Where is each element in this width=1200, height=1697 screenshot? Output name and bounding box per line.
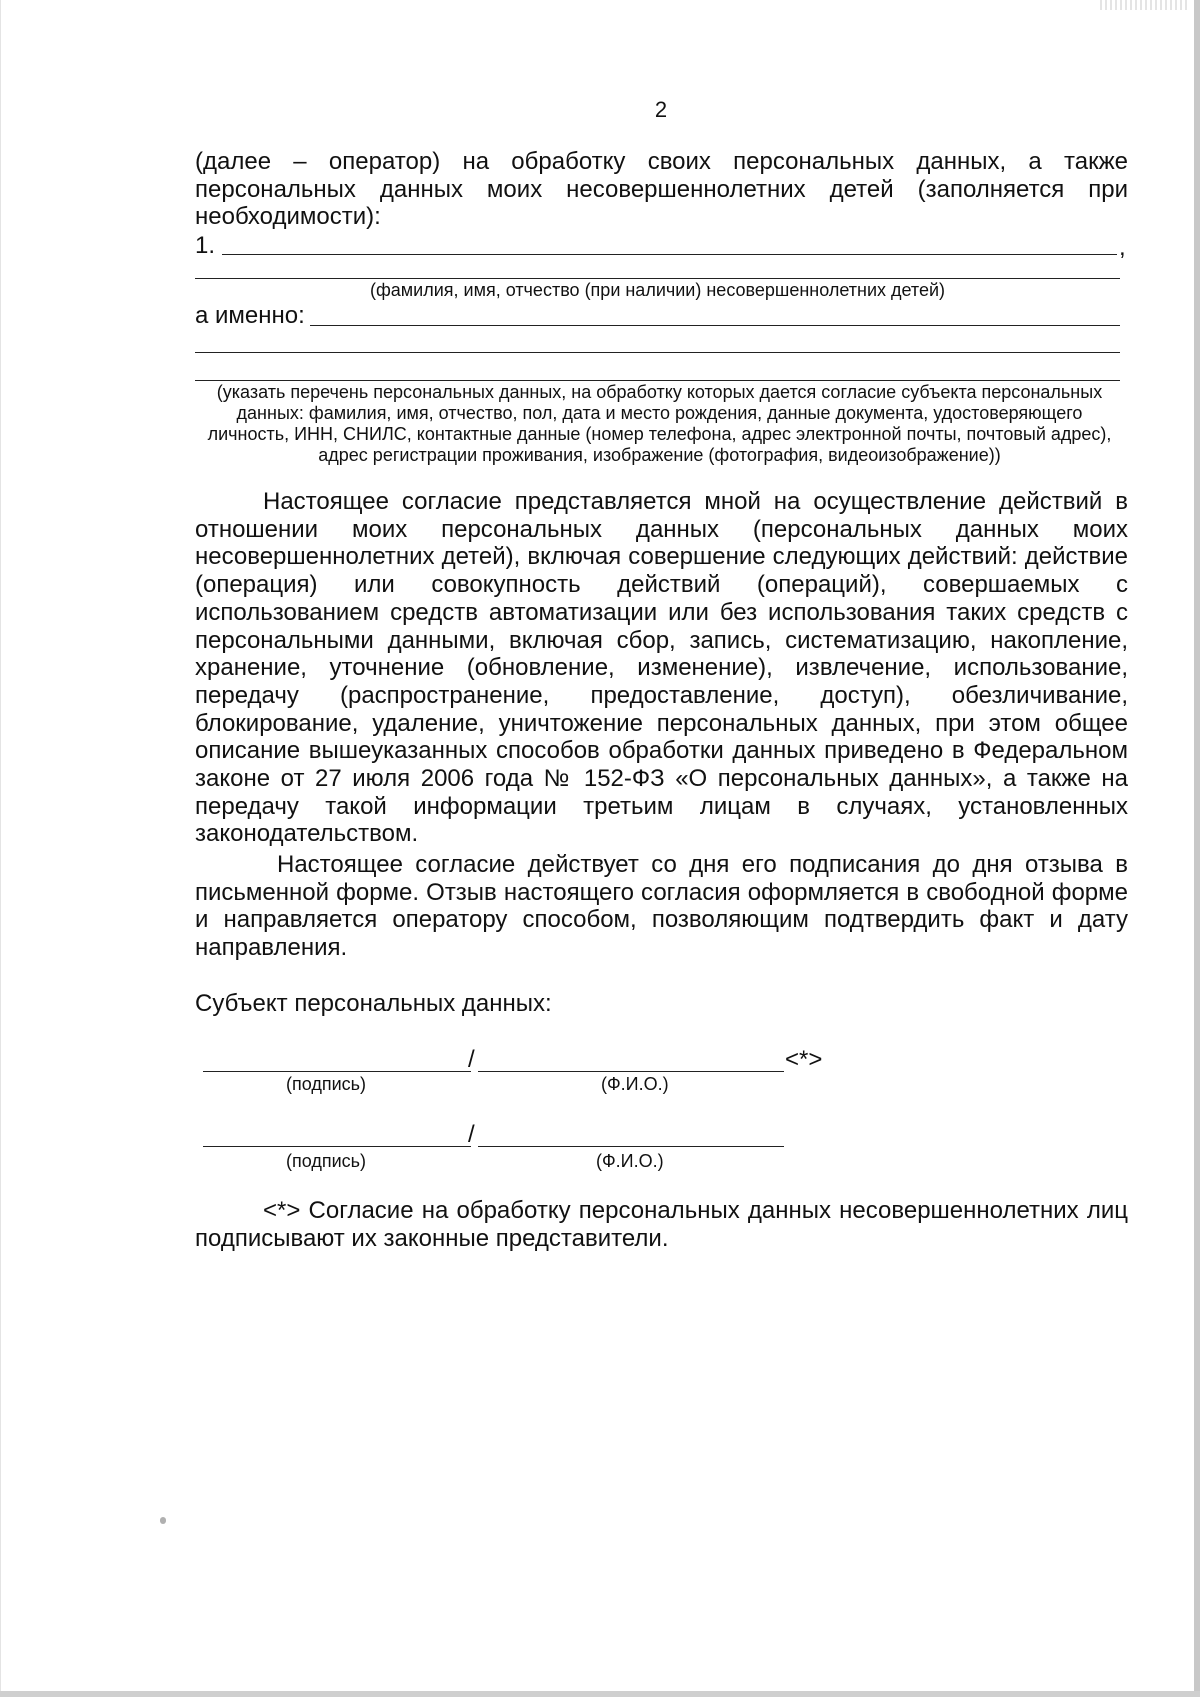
namely-field-line-1[interactable] <box>310 325 1120 326</box>
actions-paragraph-block <box>195 488 1128 848</box>
signature-caption-1: (подпись) <box>286 1074 367 1094</box>
representative-marker: <*> <box>785 1046 823 1073</box>
children-field-line-2[interactable] <box>195 278 1120 279</box>
signature-slash-2: / <box>468 1121 475 1148</box>
validity-paragraph: Настоящее согласие действует со дня его подписания до дня отзыва в письменной форме. Отзыв настоящего согласия оформляется в свободной форме и направляется оператору способом, позволяющим подтвердить факт и дату направления. <box>195 851 1128 962</box>
intro-paragraph-block <box>195 148 1128 231</box>
validity-paragraph-block <box>195 851 1128 962</box>
children-field-caption: (фамилия, имя, отчество (при наличии) несовершеннолетних детей) <box>369 280 946 300</box>
namely-field-caption: (указать перечень персональных данных, на обработку которых дается согласие субъекта персональных данных: фамилия, имя, отчество, пол, дата и место рождения, данные документа, удостоверяющего личность, ИНН, СНИЛС, контактные данные (номер телефона, адрес электронной почты, почтовый адрес), адрес регистрации проживания, изображение (фотография, видеоизображение)) <box>207 382 1112 465</box>
children-field-comma: , <box>1119 234 1126 261</box>
footnote-block <box>195 1197 1128 1252</box>
name-line-1[interactable] <box>478 1071 784 1072</box>
page-edge-bottom <box>0 1691 1200 1697</box>
intro-paragraph: (далее – оператор) на обработку своих персональных данных, а также персональных данных моих несовершеннолетних детей (заполняется при необходимости): <box>195 148 1128 231</box>
namely-field-line-2[interactable] <box>195 352 1120 353</box>
signature-slash-1: / <box>468 1046 475 1073</box>
subject-label: Субъект персональных данных: <box>195 990 552 1017</box>
page-edge-right <box>1194 0 1200 1697</box>
signature-line-2[interactable] <box>203 1146 471 1147</box>
signature-line-1[interactable] <box>203 1071 471 1072</box>
footnote: <*> Согласие на обработку персональных данных несовершеннолетних лиц подписывают их законные представители. <box>195 1197 1128 1252</box>
name-caption-1: (Ф.И.О.) <box>601 1074 669 1094</box>
scan-speck <box>160 1517 166 1524</box>
namely-field-line-3[interactable] <box>195 380 1120 381</box>
name-line-2[interactable] <box>478 1146 784 1147</box>
actions-paragraph: Настоящее согласие представляется мной на осуществление действий в отношении моих персональных данных (персональных данных моих несовершеннолетних детей), включая совершение следующих действий: действие (операция) или совокупность действий (операций), совершаемых с использованием средств автоматизации или без использования таких средств с персональными данными, включая сбор, запись, систематизацию, накопление, хранение, уточнение (обновление, изменение), извлечение, использование, передачу (распространение, предоставление, доступ), обезличивание, блокирование, удаление, уничтожение персональных данных, при этом общее описание вышеуказанных способов обработки данных приведено в Федеральном законе от 27 июля 2006 года № 152-ФЗ «О персональных данных», а также на передачу такой информации третьим лицам в случаях, установленных законодательством. <box>195 488 1128 848</box>
scan-noise <box>1100 0 1190 10</box>
namely-field-label: а именно: <box>195 302 305 329</box>
children-field-number: 1. <box>195 232 216 259</box>
children-field-line-1[interactable] <box>222 254 1117 255</box>
name-caption-2: (Ф.И.О.) <box>596 1151 664 1171</box>
page-number: 2 <box>654 97 668 122</box>
signature-caption-2: (подпись) <box>286 1151 367 1171</box>
page-edge-left <box>0 0 1 1697</box>
